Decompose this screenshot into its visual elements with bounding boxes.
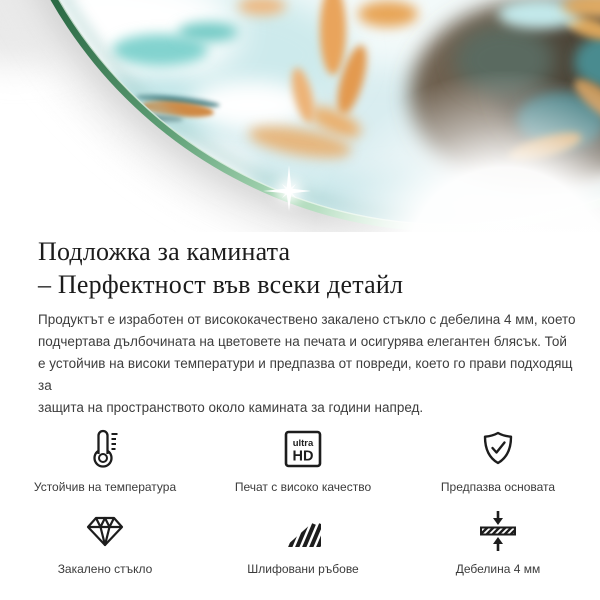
product-description	[38, 309, 586, 419]
hd-text: HD	[292, 448, 314, 465]
feature-label: Печат с високо качество	[234, 480, 372, 494]
shield-check-icon	[476, 427, 520, 471]
feature-label: Шлифовани ръбове	[247, 562, 359, 576]
feature-label: Дебелина 4 мм	[455, 562, 541, 576]
feature-temperature	[20, 427, 190, 495]
thermometer-icon	[83, 427, 127, 471]
ultra-text: ultra	[292, 438, 314, 449]
page-title	[38, 235, 600, 301]
feature-label: Предпазва основата	[440, 480, 556, 494]
product-info-section	[0, 235, 600, 577]
thickness-icon	[476, 509, 520, 553]
title-line-2: – Перфектност във всеки детайл	[38, 270, 404, 299]
title-line-1: Подложка за камината	[38, 237, 291, 266]
description-line: Продуктът е изработен от висококачествено закалено стъкло с дебелина 4 мм, което	[38, 312, 576, 327]
feature-polished-edges	[190, 509, 416, 577]
polished-edges-icon	[281, 509, 325, 553]
feature-base-protection	[416, 427, 580, 495]
feature-print-quality	[190, 427, 416, 495]
feature-label: Устойчив на температура	[33, 480, 177, 494]
feature-tempered-glass	[20, 509, 190, 577]
description-line: подчертава дълбочината на цветовете на печата и осигурява елегантен блясък. Той	[38, 334, 567, 349]
round-glass-mat-image	[0, 0, 600, 232]
feature-label: Закалено стъкло	[57, 562, 153, 576]
description-line: е устойчив на високи температури и предпазва от повреди, което го прави подходящ за	[38, 356, 573, 393]
features-grid	[20, 427, 580, 577]
description-line: защита на пространството около камината за години напред.	[38, 400, 424, 415]
ultra-hd-icon	[281, 427, 325, 471]
feature-thickness	[416, 509, 580, 577]
diamond-icon	[83, 509, 127, 553]
product-photo	[0, 0, 600, 232]
